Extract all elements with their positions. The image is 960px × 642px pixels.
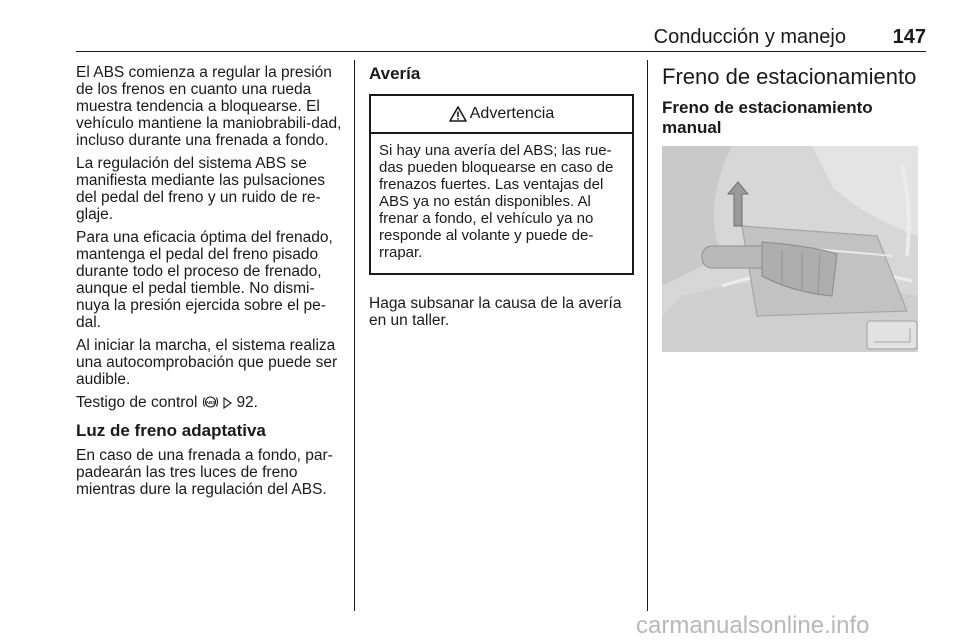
page-header: [76, 22, 926, 50]
watermark: carmanualsonline.info: [636, 612, 870, 639]
warning-title: Advertencia: [469, 105, 555, 122]
manual-parking-brake-subheading: Freno de estacionamiento manual: [662, 98, 873, 137]
fault-heading: Avería: [369, 64, 421, 83]
page-reference[interactable]: 92.: [236, 394, 258, 411]
adaptive-brake-light-heading: Luz de freno adaptativa: [76, 421, 266, 440]
abs-paragraph-3: Para una eficacia óptima del frenado, mantenga el pedal del freno pisado durante todo el proceso de frenado, aunque el pedal tiemble. No dismi-nuya la presión ejercida sobre el pe-dal.: [76, 229, 333, 331]
warning-box: [369, 94, 634, 275]
abs-paragraph-4: Al iniciar la marcha, el sistema realiza una autocomprobación que puede ser audible.: [76, 337, 338, 388]
section-title: Conducción y manejo: [653, 26, 846, 48]
abs-control-light-ref: [76, 394, 346, 413]
abs-paragraph-1: El ABS comienza a regular la presión de los frenos en cuanto una rueda muestra tendencia a bloquearse. El vehículo mantiene la maniobrabili-dad, incluso durante una frenada a fondo.: [76, 64, 342, 149]
warning-header: [371, 96, 632, 134]
column-left: [76, 64, 346, 504]
page-reference-arrow-icon[interactable]: [223, 396, 232, 413]
column-middle: [369, 64, 634, 335]
page-number: 147: [892, 26, 926, 48]
column-right: [662, 64, 926, 352]
header-rule: [76, 51, 926, 52]
abs-paragraph-2: La regulación del sistema ABS se manifiesta mediante las pulsaciones del pedal del freno y un ruido de re-glaje.: [76, 155, 325, 223]
column-divider-1: [354, 60, 355, 611]
column-divider-2: [647, 60, 648, 611]
warning-text: Si hay una avería del ABS; las rue-das pueden bloquearse en caso de frenazos fuertes. Las ventajas del ABS ya no están disponibles. Al frenar a fondo, el vehículo ya no responde al volante y puede de-rrapar.: [379, 142, 614, 261]
abs-warning-icon: [202, 395, 219, 413]
repair-instruction: Haga subsanar la causa de la avería en un taller.: [369, 295, 622, 329]
parking-brake-illustration: [662, 146, 918, 352]
svg-text:ABS: ABS: [205, 400, 216, 405]
parking-brake-heading: Freno de estacionamiento: [662, 64, 917, 89]
control-light-label: Testigo de control: [76, 394, 198, 411]
adaptive-brake-light-text: En caso de una frenada a fondo, par-padearán las tres luces de freno mientras dure la regulación del ABS.: [76, 447, 333, 498]
warning-body: [371, 134, 632, 273]
warning-triangle-icon: [449, 106, 467, 122]
